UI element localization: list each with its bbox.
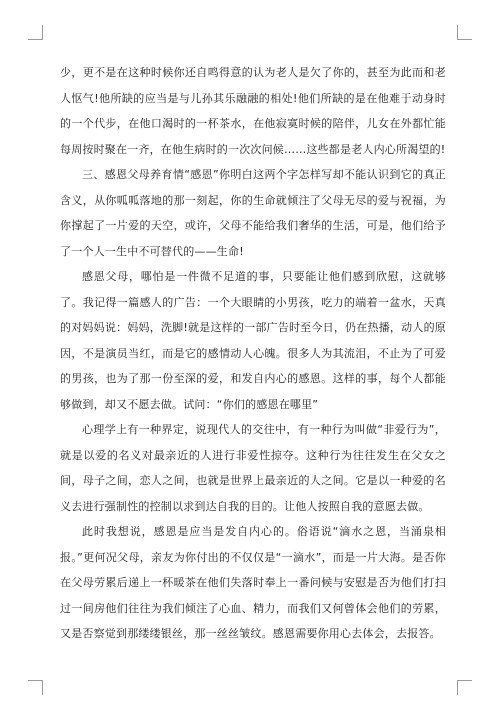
paragraph-gratitude-from-heart: 此时我想说，感恩是应当是发自内心的。俗语说“滴水之恩，当涌泉相报。”更何况父母，亲友为你付出的不仅仅是“一滴水”，而是一片大海。是否你在父母劳累后递上一杯暖茶在他们失落时奉上一番问候与安慰是否为他们打扫过一间房他们往往为我们倾注了心血、精力，而我们又何曾体会他们的劳累，又是否察觉到那缕缕银丝，那一丝丝皱纹。感恩需要你用心去体会，去报答。 (60, 525, 446, 640)
page-corner-mark-top-left (28, 25, 43, 40)
document-page-body (60, 60, 446, 647)
page-corner-mark-bottom-left (28, 680, 43, 695)
page-corner-mark-bottom-right (457, 680, 472, 695)
paragraph-non-love-behavior: 心理学上有一种界定，说现代人的交往中，有一种行为叫做“非爱行为”，就是以爱的名义对最亲近的人进行非爱性掠夺。这种行为往往发生在父女之间，母子之间，恋人之间，也就是世界上最亲近的人之间。它是以一种爱的名义去进行强制性的控制以求到达自我的目的。让他人按照自我的意愿去做。 (60, 423, 446, 513)
paragraph-gratitude-to-parents: 三、感恩父母养育情“感恩”你明白这两个字怎样写却不能认识到它的真正含义，从你呱呱落地的那一刻起，你的生命就倾注了父母无尽的爱与祝福，为你撑起了一片爱的天空，或许，父母不能给我们奢华的生活，可是，他们给予了一个人一生中不可替代的——生命! (60, 168, 446, 258)
paragraph-gratitude-advertisement: 感恩父母，哪怕是一件微不足道的事，只要能让他们感到欣慰，这就够了。我记得一篇感人的广告：一个大眼睛的小男孩，吃力的端着一盆水，天真的对妈妈说：妈妈，洗脚!就是这样的一部广告时至今日，仍在热播，动人的原因，不是演员当红，而是它的感情动人心魄。很多人为其流泪，不止为了可爱的男孩，也为了那一份至深的爱，和发自内心的感恩。这样的事，每个人都能够做到，却又不愿去做。试问：“你们的感恩在哪里” (60, 270, 446, 411)
page-corner-mark-top-right (457, 25, 472, 40)
paragraph-elderly-needs: 少，更不是在这种时候你还自鸣得意的认为老人是欠了你的，甚至为此而和老人怄气!他所缺的应当是与儿孙其乐融融的相处!他们所缺的是在他难于动身时的一个代步，在他口渴时的一杯茶水，在他寂寞时候的陪伴，儿女在外都忙能每周按时聚在一齐，在他生病时的一次次问候……这些都是老人内心所渴望的! (60, 66, 446, 156)
